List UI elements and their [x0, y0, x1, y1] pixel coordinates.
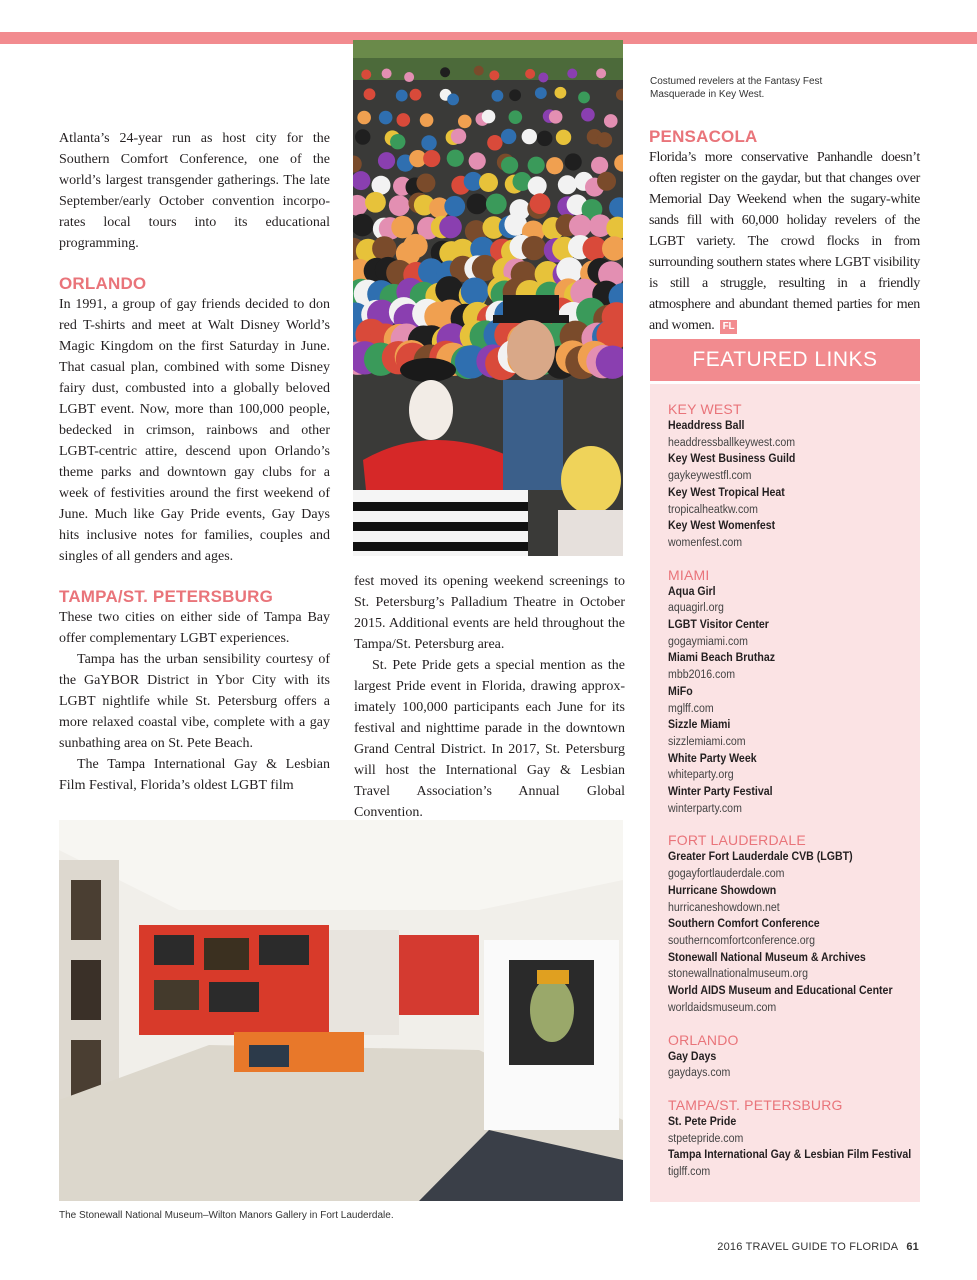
link-name: Hurricane Showdown: [668, 884, 777, 897]
link-name: MiFo: [668, 685, 693, 698]
link-url[interactable]: womenfest.com: [668, 536, 743, 549]
film-fest-paragraph: fest moved its opening weekend screenings to St. Petersburg’s Palladium Theatre in October 2015. Additional events are held throughout the Tampa/St. Petersburg area.: [354, 574, 625, 652]
link-url[interactable]: gogaymiami.com: [668, 635, 748, 648]
link-url[interactable]: gaydays.com: [668, 1067, 731, 1080]
links-region-heading: ORLANDO: [668, 1031, 739, 1048]
fl-end-badge: FL: [720, 320, 738, 334]
link-name: St. Pete Pride: [668, 1115, 737, 1128]
link-url[interactable]: gaykeywestfl.com: [668, 470, 752, 483]
orlando-heading: ORLANDO: [59, 274, 147, 293]
links-section: [668, 1032, 914, 1082]
link-name: Southern Comfort Conference: [668, 918, 820, 931]
link-name: Winter Party Festival: [668, 786, 773, 799]
links-section: [668, 1097, 914, 1181]
link-name: World AIDS Museum and Educational Center: [668, 985, 893, 998]
links-region-heading: FORT LAUDERDALE: [668, 832, 806, 849]
middle-column: [354, 571, 625, 823]
link-name: Sizzle Miami: [668, 719, 731, 732]
link-url[interactable]: gogayfortlauderdale.com: [668, 868, 785, 881]
link-url[interactable]: aquagirl.org: [668, 602, 724, 615]
featured-links-panel: [650, 339, 920, 1202]
link-name: Greater Fort Lauderdale CVB (LGBT): [668, 851, 853, 864]
right-column: [649, 126, 920, 336]
st-pete-pride-paragraph: St. Pete Pride gets a special mention as the largest Pride event in Florida, drawing approx-imately 100,000 participants each June for its festival and nighttime parade in the downtown Grand Central District. In 2017, St. Petersburg will host the International Gay & Lesbian Travel Association’s Annual Global Convention.: [354, 658, 625, 820]
link-url[interactable]: worldaidsmuseum.com: [668, 1001, 777, 1014]
link-name: White Party Week: [668, 752, 757, 765]
link-name: Miami Beach Bruthaz: [668, 652, 776, 665]
link-url[interactable]: southerncomfortconference.org: [668, 934, 816, 947]
link-url[interactable]: hurricaneshowdown.net: [668, 901, 780, 914]
link-url[interactable]: stonewallnationalmuseum.org: [668, 968, 808, 981]
page-footer: [717, 1241, 919, 1253]
link-url[interactable]: winterparty.com: [668, 802, 742, 815]
links-region-heading: TAMPA/ST. PETERSBURG: [668, 1096, 843, 1113]
links-region-heading: KEY WEST: [668, 401, 742, 417]
left-column: [59, 128, 330, 796]
links-section: [668, 832, 914, 1016]
fantasy-fest-caption: Costumed revelers at the Fantasy Fest Masquerade in Key West.: [650, 76, 823, 100]
tampa-paragraph-1: These two cities on either side of Tampa Bay offer complementary LGBT experiences.: [59, 610, 330, 646]
link-name: LGBT Visitor Center: [668, 619, 769, 632]
featured-links-divider: [650, 381, 920, 384]
link-name: Aqua Girl: [668, 585, 716, 598]
link-name: Tampa International Gay & Lesbian Film Festival: [668, 1149, 912, 1162]
link-url[interactable]: whiteparty.org: [668, 769, 734, 782]
link-name: Headdress Ball: [668, 420, 745, 432]
tampa-paragraph-2: Tampa has the urban sensibility courtesy of the GaYBOR District in Ybor City with its LGBT nightlife while St. Petersburg offers a more relaxed coastal vibe, complete with a gay sunbathing area on St. Pete Beach.: [59, 652, 330, 751]
link-url[interactable]: mbb2016.com: [668, 669, 736, 682]
featured-links-title: FEATURED LINKS: [650, 339, 920, 381]
pensacola-paragraph: Florida’s more conservative Panhandle doesn’t often register on the gaydar, but that changes over Memorial Day Weekend when the sugary-white sands fill with 60,000 holiday revelers of the LGBT variety. The crowd flocks in from surrounding southern states where LGBT visibility is still a struggle, resulting in a friendly atmosphere and abundant themed parties for men and women. FL: [649, 150, 920, 333]
link-url[interactable]: tiglff.com: [668, 1166, 711, 1179]
orlando-paragraph: In 1991, a group of gay friends decided to don red T-shirts and meet at Walt Disney World’s Magic Kingdom on the first Saturday in June. That casual plan, combined with some Disney fairy dust, combusted into a globally beloved LGBT event. Now, more than 100,000 people, bedecked in crimson, rainbows and other LGBT-centric attire, descend upon Orlando’s theme parks and downtown gay clubs for a week of festivities around the first weekend of June. Much like Gay Pride events, Gay Days hits inclusive notes for families, couples and singles of all genders and ages.: [59, 297, 330, 564]
links-section: [668, 401, 914, 552]
fantasy-fest-photo: [353, 40, 623, 556]
footer-title: 2016 TRAVEL GUIDE TO FLORIDA: [717, 1241, 899, 1253]
featured-links-list: [668, 401, 914, 1196]
links-region-heading: MIAMI: [668, 566, 710, 583]
atlanta-paragraph: Atlanta’s 24-year run as host city for the Southern Comfort Conference, one of the world’s largest transgender gatherings. The late September/early October convention incorpo-rates local tours into its educational programming.: [59, 131, 330, 251]
link-name: Stonewall National Museum & Archives: [668, 951, 866, 964]
link-name: Gay Days: [668, 1050, 717, 1063]
link-url[interactable]: sizzlemiami.com: [668, 735, 746, 748]
link-url[interactable]: tropicalheatkw.com: [668, 503, 758, 516]
links-section: [668, 567, 914, 818]
link-name: Key West Business Guild: [668, 453, 796, 466]
link-url[interactable]: stpetepride.com: [668, 1132, 744, 1145]
stonewall-gallery-photo: [59, 820, 623, 1201]
tampa-paragraph-3: The Tampa International Gay & Lesbian Film Festival, Florida’s oldest LGBT film: [59, 757, 330, 793]
link-url[interactable]: mglff.com: [668, 702, 714, 715]
link-name: Key West Tropical Heat: [668, 486, 785, 499]
page-number: 61: [906, 1241, 919, 1253]
link-name: Key West Womenfest: [668, 520, 776, 533]
link-url[interactable]: headdressballkeywest.com: [668, 436, 796, 449]
pensacola-heading: PENSACOLA: [649, 127, 758, 146]
stonewall-caption: The Stonewall National Museum–Wilton Manors Gallery in Fort Lauderdale.: [59, 1210, 394, 1221]
tampa-heading: TAMPA/ST. PETERSBURG: [59, 587, 273, 606]
